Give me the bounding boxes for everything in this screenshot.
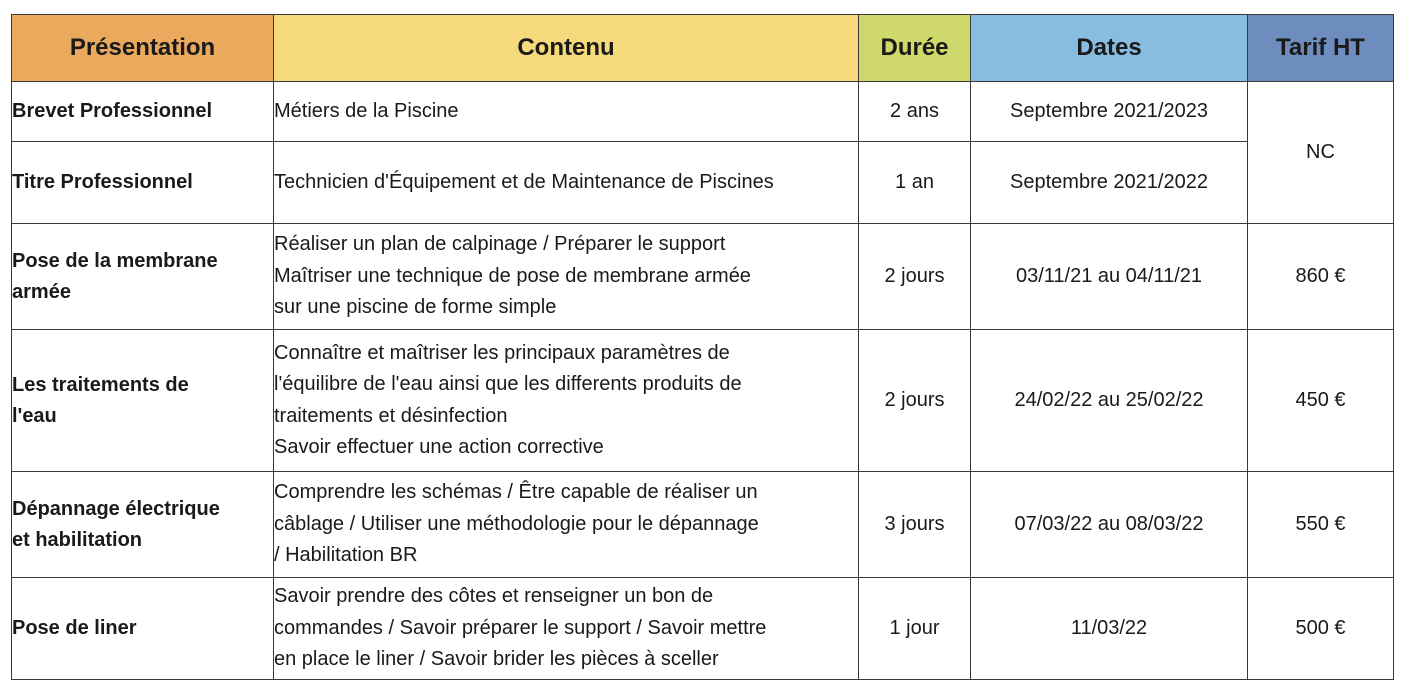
- dates-cell: 24/02/22 au 25/02/22: [971, 330, 1248, 472]
- presentation-line: l'eau: [12, 404, 57, 427]
- contenu-line: Maîtriser une technique de pose de membrane armée: [274, 264, 751, 287]
- tarif-cell: 450 €: [1248, 330, 1394, 472]
- duree-cell: 2 jours: [859, 330, 971, 472]
- tarif-cell: NC: [1248, 82, 1394, 224]
- contenu-line: commandes / Savoir préparer le support / Savoir mettre: [274, 616, 767, 639]
- table-row: [12, 578, 1394, 680]
- presentation-cell: [12, 224, 274, 330]
- contenu-line: Réaliser un plan de calpinage / Préparer le support: [274, 233, 726, 256]
- presentation-cell: [12, 330, 274, 472]
- header-row: [12, 15, 1394, 82]
- duree-cell: 2 jours: [859, 224, 971, 330]
- presentation-line: armée: [12, 280, 71, 303]
- dates-cell: Septembre 2021/2022: [971, 142, 1248, 224]
- contenu-cell: [274, 82, 859, 142]
- contenu-line: / Habilitation BR: [274, 544, 418, 567]
- table-row: [12, 82, 1394, 142]
- contenu-line: Technicien d'Équipement et de Maintenance de Piscines: [274, 170, 774, 193]
- table-row: [12, 142, 1394, 224]
- contenu-cell: [274, 142, 859, 224]
- table-row: [12, 330, 1394, 472]
- contenu-line: en place le liner / Savoir brider les pièces à sceller: [274, 648, 719, 671]
- contenu-line: Savoir effectuer une action corrective: [274, 436, 604, 458]
- tarif-cell: 500 €: [1248, 578, 1394, 680]
- contenu-line: Connaître et maîtriser les principaux paramètres de: [274, 341, 730, 364]
- presentation-line: Pose de liner: [12, 617, 137, 639]
- presentation-line: Titre Professionnel: [12, 171, 193, 193]
- header-presentation: Présentation: [12, 15, 274, 82]
- dates-cell: Septembre 2021/2023: [971, 82, 1248, 142]
- contenu-line: Métiers de la Piscine: [274, 99, 459, 122]
- table-row: [12, 224, 1394, 330]
- presentation-cell: [12, 472, 274, 578]
- contenu-cell: [274, 578, 859, 680]
- contenu-line: Savoir prendre des côtes et renseigner un bon de: [274, 585, 714, 608]
- contenu-line: Comprendre les schémas / Être capable de réaliser un: [274, 481, 758, 504]
- presentation-line: et habilitation: [12, 528, 142, 551]
- header-contenu: Contenu: [274, 15, 859, 82]
- header-duree: Durée: [859, 15, 971, 82]
- dates-cell: 07/03/22 au 08/03/22: [971, 472, 1248, 578]
- contenu-line: sur une piscine de forme simple: [274, 296, 557, 319]
- presentation-line: Pose de la membrane: [12, 249, 218, 272]
- duree-cell: 2 ans: [859, 82, 971, 142]
- tarif-cell: 550 €: [1248, 472, 1394, 578]
- contenu-cell: [274, 330, 859, 472]
- contenu-cell: [274, 472, 859, 578]
- header-dates: Dates: [971, 15, 1248, 82]
- presentation-line: Les traitements de: [12, 373, 189, 396]
- duree-cell: 1 an: [859, 142, 971, 224]
- contenu-line: traitements et désinfection: [274, 404, 508, 427]
- header-tarif: Tarif HT: [1248, 15, 1394, 82]
- presentation-cell: [12, 578, 274, 680]
- dates-cell: 03/11/21 au 04/11/21: [971, 224, 1248, 330]
- contenu-cell: [274, 224, 859, 330]
- duree-cell: 1 jour: [859, 578, 971, 680]
- tarif-cell: 860 €: [1248, 224, 1394, 330]
- dates-cell: 11/03/22: [971, 578, 1248, 680]
- formations-table: [11, 14, 1394, 680]
- presentation-cell: [12, 142, 274, 224]
- presentation-line: Dépannage électrique: [12, 497, 220, 520]
- table-row: [12, 472, 1394, 578]
- presentation-cell: [12, 82, 274, 142]
- contenu-line: câblage / Utiliser une méthodologie pour le dépannage: [274, 512, 759, 535]
- contenu-line: l'équilibre de l'eau ainsi que les differents produits de: [274, 373, 742, 395]
- presentation-line: Brevet Professionnel: [12, 100, 213, 122]
- duree-cell: 3 jours: [859, 472, 971, 578]
